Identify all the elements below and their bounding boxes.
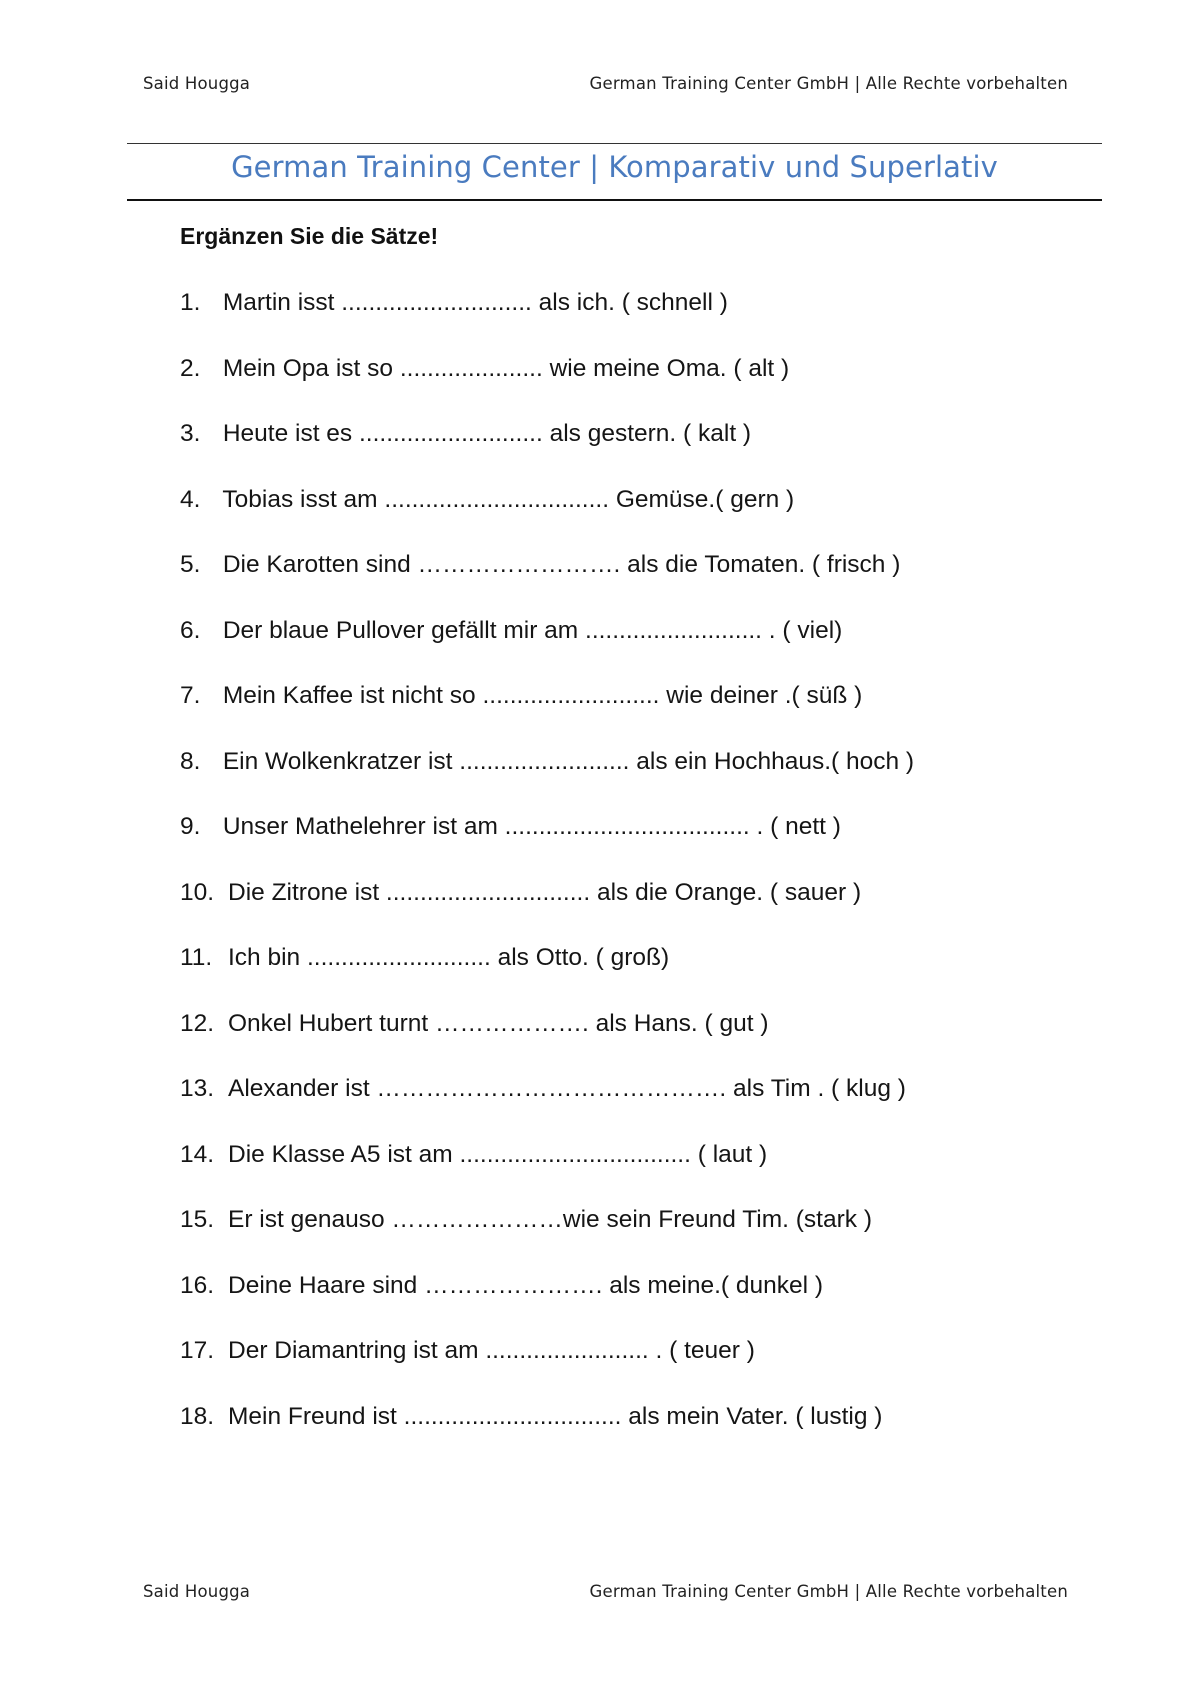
exercise-number: 16.: [180, 1271, 215, 1299]
exercise-item: [180, 1401, 914, 1467]
header-author: Said Hougga: [143, 74, 251, 93]
exercise-item: [180, 1335, 914, 1401]
exercise-text: Tobias isst am ................................. Gemüse.( gern ): [222, 485, 795, 513]
exercise-text: Mein Freund ist ................................ als mein Vater. ( lustig ): [228, 1402, 883, 1430]
exercise-number: 15.: [180, 1206, 215, 1233]
exercise-text: Der Diamantring ist am ........................ . ( teuer ): [228, 1337, 755, 1364]
exercise-number: 13.: [180, 1075, 215, 1102]
exercise-item: [180, 877, 914, 943]
exercise-item: [180, 418, 914, 484]
instruction-heading: Ergänzen Sie die Sätze!: [180, 223, 439, 249]
exercise-number: 3.: [180, 420, 201, 447]
page-footer: [143, 1582, 1068, 1601]
exercise-text: Heute ist es ........................... als gestern. ( kalt ): [222, 420, 752, 447]
exercise-text: Mein Kaffee ist nicht so .......................... wie deiner .( süß ): [222, 682, 863, 709]
exercise-text: Ich bin ........................... als Otto. ( groß): [228, 944, 670, 971]
exercise-text: Die Zitrone ist .............................. als die Orange. ( sauer ): [228, 878, 862, 906]
exercise-number: 8.: [180, 747, 201, 775]
footer-company: German Training Center GmbH | Alle Rechte vorbehalten: [589, 1582, 1068, 1601]
exercise-item: [180, 287, 914, 353]
exercise-text: Er ist genauso …………………wie sein Freund Tim. (stark ): [228, 1206, 872, 1233]
exercise-item: [180, 549, 914, 615]
exercise-item: [180, 484, 914, 550]
exercise-text: Die Karotten sind ……………………. als die Tomaten. ( frisch ): [222, 551, 901, 578]
title-rule-top: [127, 143, 1102, 144]
exercise-text: Ein Wolkenkratzer ist ......................... als ein Hochhaus.( hoch ): [222, 747, 915, 775]
header-company: German Training Center GmbH | Alle Rechte vorbehalten: [589, 74, 1068, 93]
exercise-item: [180, 811, 914, 877]
exercise-list: [180, 287, 914, 1466]
exercise-number: 5.: [180, 551, 201, 578]
exercise-number: 4.: [180, 485, 201, 513]
exercise-number: 18.: [180, 1402, 215, 1430]
footer-author: Said Hougga: [143, 1582, 251, 1601]
exercise-item: [180, 1204, 914, 1270]
exercise-number: 11.: [180, 944, 213, 971]
exercise-item: [180, 942, 914, 1008]
exercise-number: 10.: [180, 878, 215, 906]
exercise-item: [180, 1073, 914, 1139]
exercise-number: 12.: [180, 1009, 215, 1037]
exercise-item: [180, 353, 914, 419]
exercise-number: 1.: [180, 289, 201, 316]
exercise-text: Alexander ist ……………………………………. als Tim . ( klug ): [228, 1075, 906, 1102]
title-rule-bottom: [127, 199, 1102, 201]
exercise-number: 2.: [180, 354, 201, 382]
exercise-number: 17.: [180, 1337, 215, 1364]
exercise-text: Die Klasse A5 ist am .................................. ( laut ): [228, 1140, 768, 1168]
exercise-text: Der blaue Pullover gefällt mir am .......................... . ( viel): [222, 616, 843, 644]
page-header: [143, 74, 1068, 93]
exercise-text: Mein Opa ist so ..................... wie meine Oma. ( alt ): [222, 354, 790, 382]
page-title: German Training Center | Komparativ und Superlativ: [231, 150, 998, 184]
exercise-item: [180, 1139, 914, 1205]
exercise-number: 7.: [180, 682, 201, 709]
exercise-text: Martin isst ............................ als ich. ( schnell ): [222, 289, 728, 316]
exercise-text: Unser Mathelehrer ist am .................................... . ( nett ): [222, 813, 841, 840]
exercise-item: [180, 615, 914, 681]
exercise-item: [180, 680, 914, 746]
exercise-text: Onkel Hubert turnt ………………. als Hans. ( gut ): [228, 1009, 769, 1037]
exercise-number: 6.: [180, 616, 201, 644]
exercise-number: 14.: [180, 1140, 215, 1168]
exercise-number: 9.: [180, 813, 201, 840]
exercise-item: [180, 746, 914, 812]
exercise-item: [180, 1270, 914, 1336]
exercise-text: Deine Haare sind …………………. als meine.( dunkel ): [228, 1271, 824, 1299]
exercise-item: [180, 1008, 914, 1074]
